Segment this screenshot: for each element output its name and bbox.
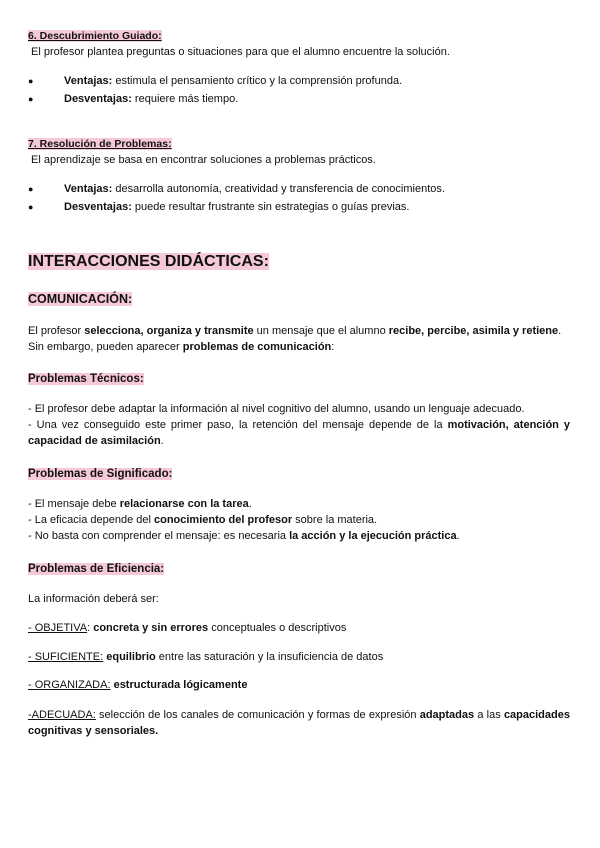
bullet-icon: ● — [28, 202, 34, 212]
section-6-description: El profesor plantea preguntas o situaciones para que el alumno encuentre la solución. — [31, 46, 450, 58]
technical-problems-heading: Problemas Técnicos: — [28, 373, 144, 385]
communication-paragraph: El profesor selecciona, organiza y transmite un mensaje que el alumno recibe, percibe, asimila y retiene. Sin embargo, pueden aparecer problemas de comunicación: — [28, 325, 562, 353]
efficiency-sufficient: - SUFICIENTE: equilibrio entre las saturación y la insuficiencia de datos — [28, 651, 384, 663]
efficiency-problems-heading: Problemas de Eficiencia: — [28, 563, 165, 575]
efficiency-intro: La información deberá ser: — [28, 593, 159, 605]
efficiency-adequate: -ADECUADA: selección de los canales de comunicación y formas de expresión adaptadas a las capacidades cognitivas y sensoriales. — [28, 709, 570, 737]
main-heading: INTERACCIONES DIDÁCTICAS: — [28, 253, 269, 270]
technical-problems-text: - El profesor debe adaptar la información al nivel cognitivo del alumno, usando un lenguaje adecuado. - Una vez conseguido este primer paso, la retención del mensaje depende de la motivación, atención y capacidad de asimilación. — [28, 403, 570, 447]
bullet-icon: ● — [28, 76, 34, 86]
communication-heading: COMUNICACIÓN: — [28, 292, 133, 306]
section-6-title: 6. Descubrimiento Guiado: — [28, 30, 162, 42]
efficiency-organized: - ORGANIZADA: estructurada lógicamente — [28, 679, 248, 691]
document-page: 6. Descubrimiento Guiado: El profesor plantea preguntas o situaciones para que el alumno encuentre la solución. ● Ventajas: estimula el pensamiento crítico y la comprensión profunda. ● Desventajas: requiere más tiempo. 7. Resolución de Problemas: El aprendizaje se basa en encontrar soluciones a problemas prácticos. ● Ventajas: desarrolla autonomía, creatividad y transferencia de conocimientos. ● Desventajas: puede resultar frustrante sin estrategias o guías previas. INTERACCIONES DIDÁCTICAS: COMUNICACIÓN: El profesor selecciona, organiza y transmite un mensaje que el alumno recibe, percibe, asimila y retiene. Sin embargo, pueden aparecer problemas de comunicación: Problemas Técnicos: - El profesor debe adaptar la información al nivel cognitivo del alumno, usando un lenguaje adecuado. - Una vez conseguido este primer paso, la retención del mensaje depende de la motivación, atención y capacidad de asimilación. Problemas de Significado: - El mensaje debe relacionarse con la tarea. - La eficacia depende del conocimiento del profesor sobre la materia. - No basta con comprender el mensaje: es necesaria la acción y la ejecución práctica. Problemas de Eficiencia: La información deberá ser: - OBJETIVA: concreta y sin errores conceptuales o descriptivos - SUFICIENTE: equilibrio entre las saturación y la insuficiencia de datos - ORGANIZADA: estructurada lógicamente -ADECUADA: selección de los canales de comunicación y formas de expresión adaptadas a las capacidades cognitivas y sensoriales. — [28, 30, 570, 737]
bullet-icon: ● — [28, 94, 34, 104]
meaning-problems-heading: Problemas de Significado: — [28, 468, 173, 480]
efficiency-objective: - OBJETIVA: concreta y sin errores conceptuales o descriptivos — [28, 622, 347, 634]
section-7-title: 7. Resolución de Problemas: — [28, 138, 172, 150]
section-7-description: El aprendizaje se basa en encontrar soluciones a problemas prácticos. — [31, 154, 376, 166]
bullet-icon: ● — [28, 184, 34, 194]
meaning-problems-text: - El mensaje debe relacionarse con la tarea. - La eficacia depende del conocimiento del profesor sobre la materia. - No basta con comprender el mensaje: es necesaria la acción y la ejecución práctica. — [28, 498, 460, 542]
